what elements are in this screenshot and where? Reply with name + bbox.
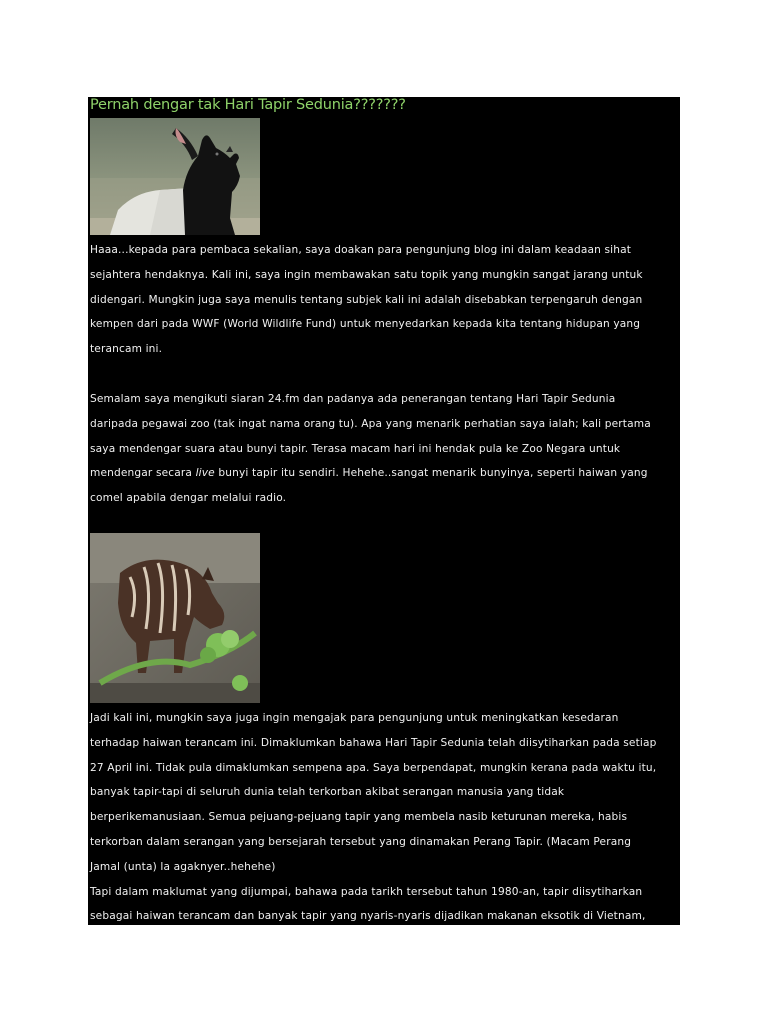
tapir-calf-photo [90, 533, 260, 703]
text-segment: bunyi tapir itu sendiri. Hehehe..sangat menarik bunyinya, seperti haiwan yang [214, 467, 648, 480]
text-line: Jamal (unta) la agaknyer..hehehe) [90, 860, 276, 873]
text-line: daripada pegawai zoo (tak ingat nama orang tu). Apa yang menarik perhatian saya ialah; kali pertama [90, 417, 651, 430]
blog-post [88, 97, 680, 925]
text-line: 27 April ini. Tidak pula dimaklumkan sempena apa. Saya berpendapat, mungkin kerana pada waktu itu, [90, 761, 657, 774]
text-line: banyak tapir-tapi di seluruh dunia telah terkorban akibat serangan manusia yang tidak [90, 786, 565, 799]
text-line: berperikemanusiaan. Semua pejuang-pejuang tapir yang membela nasib keturunan mereka, habis [90, 811, 628, 824]
text-line: didengari. Mungkin juga saya menulis tentang subjek kali ini adalah disebabkan terpengaruh dengan [90, 293, 643, 306]
text-segment: mendengar secara [90, 467, 196, 480]
text-line: kempen dari pada WWF (World Wildlife Fund) untuk menyedarkan kepada kita tentang hidupan yang [90, 318, 641, 331]
paragraph-radio [90, 387, 680, 511]
paragraph-awareness [90, 706, 680, 925]
text-line: Tapi dalam maklumat yang dijumpai, bahawa pada tarikh tersebut tahun 1980-an, tapir diisytiharkan [90, 885, 643, 898]
text-line: sebagai haiwan terancam dan banyak tapir yang nyaris-nyaris dijadikan makanan eksotik di Vietnam, [90, 910, 646, 923]
text-line: saya mendengar suara atau bunyi tapir. Terasa macam hari ini hendak pula ke Zoo Negara untuk [90, 442, 621, 455]
text-line: comel apabila dengar melalui radio. [90, 492, 287, 505]
paragraph-intro [90, 238, 680, 362]
text-line: terkorban dalam serangan yang bersejarah tersebut yang dinamakan Perang Tapir. (Macam Perang [90, 835, 632, 848]
text-line: Semalam saya mengikuti siaran 24.fm dan padanya ada penerangan tentang Hari Tapir Sedunia [90, 393, 616, 405]
text-line: sejahtera hendaknya. Kali ini, saya ingin membawakan satu topik yang mungkin sangat jarang untuk [90, 268, 643, 281]
text-line [90, 461, 680, 486]
text-line: terhadap haiwan terancam ini. Dimaklumkan bahawa Hari Tapir Sedunia telah diisytiharkan pada setiap [90, 736, 657, 749]
text-line: Haaa...kepada para pembaca sekalian, saya doakan para pengunjung blog ini dalam keadaan sihat [90, 244, 632, 256]
post-title: Pernah dengar tak Hari Tapir Sedunia??????? [90, 97, 406, 113]
text-line: Jadi kali ini, mungkin saya juga ingin mengajak para pengunjung untuk meningkatkan kesedaran [90, 712, 619, 724]
tapir-adult-photo [90, 118, 260, 235]
italic-live: live [195, 467, 215, 480]
text-line: terancam ini. [90, 343, 163, 356]
